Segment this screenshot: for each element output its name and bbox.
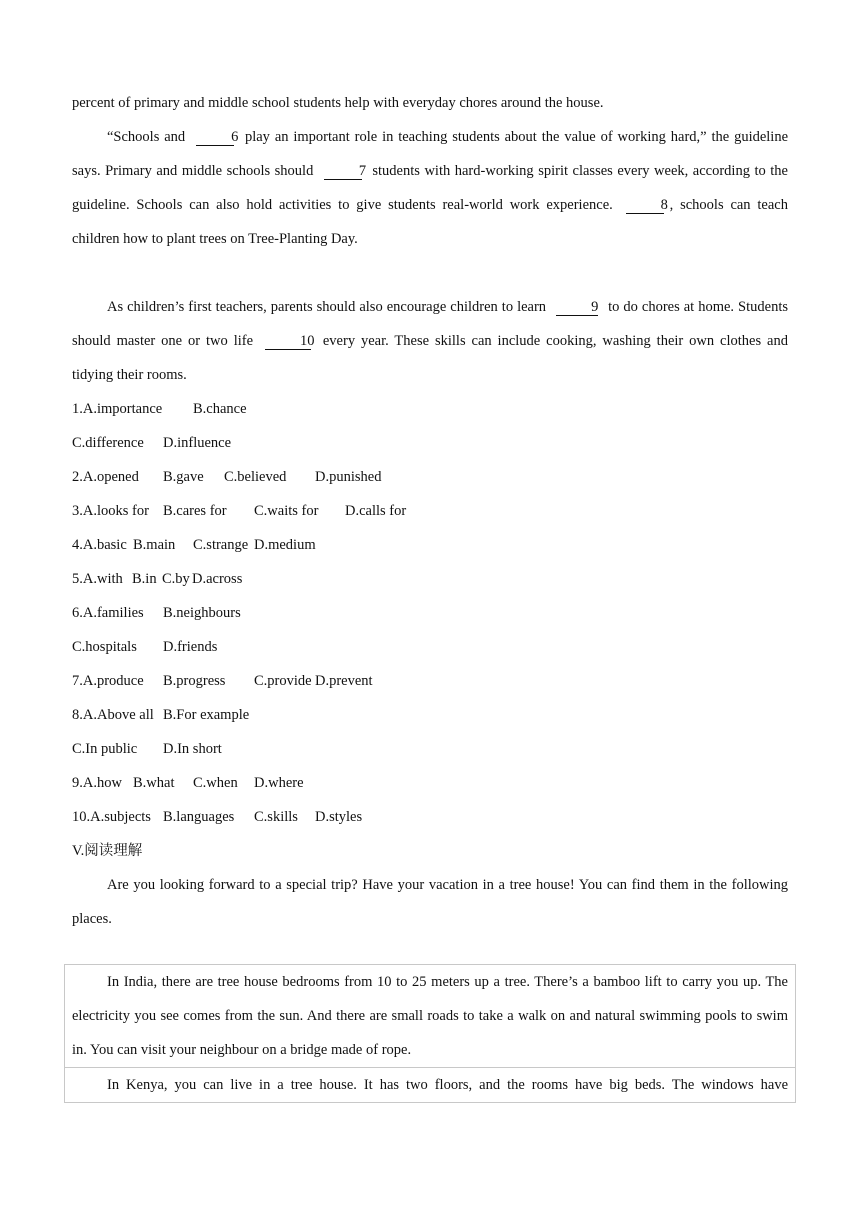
option[interactable]: C.strange (193, 537, 249, 553)
option[interactable]: B.neighbours (163, 605, 241, 621)
reading-table (64, 964, 796, 1103)
blank-9: 9 (556, 299, 598, 316)
blank-10: 10 (265, 333, 311, 350)
question-2-options (72, 460, 788, 494)
question-10-options (72, 800, 788, 834)
option[interactable]: 10.A.subjects (72, 809, 151, 825)
option[interactable]: C.when (193, 775, 238, 791)
table-cell-india (65, 965, 796, 1068)
question-3-options (72, 494, 788, 528)
question-1-options-cont (72, 426, 788, 460)
option[interactable]: C.provide (254, 673, 312, 689)
option[interactable]: B.what (133, 775, 175, 791)
option[interactable]: C.by (162, 571, 190, 587)
question-8-options (72, 698, 788, 732)
option[interactable]: B.languages (163, 809, 235, 825)
option[interactable]: 9.A.how (72, 775, 122, 791)
section-title: V.阅读理解 (72, 843, 143, 859)
document-page (72, 86, 788, 936)
option[interactable]: D.friends (163, 639, 218, 655)
option[interactable]: D.In short (163, 741, 222, 757)
option[interactable]: 7.A.produce (72, 673, 144, 689)
option[interactable]: C.waits for (254, 503, 319, 519)
question-6-options (72, 596, 788, 630)
option[interactable]: 8.A.Above all (72, 707, 154, 723)
option[interactable]: B.in (132, 571, 157, 587)
question-4-options (72, 528, 788, 562)
option[interactable]: B.gave (163, 469, 204, 485)
blank-8: 8 (626, 197, 664, 214)
option[interactable]: D.medium (254, 537, 316, 553)
option[interactable]: D.punished (315, 469, 382, 485)
question-8-options-cont (72, 732, 788, 766)
passage-paragraph: As children’s first teachers, parents should also encourage children to learn 9 to do chores at home. Students should master one or two life 10 every year. These skills can include cooking, washing their own clothes and tidying their rooms. (72, 299, 788, 383)
option[interactable]: D.across (192, 571, 243, 587)
passage-paragraph: “Schools and 6 play an important role in teaching students about the value of working hard,” the guideline says. Primary and middle schools should 7 students with hard-working spirit classes every week, according to the guideline. Schools can also hold activities to give students real-world work experience. 8 , schools can teach children how to plant trees on Tree-Planting Day. (72, 129, 789, 247)
option[interactable]: D.where (254, 775, 304, 791)
option[interactable]: 2.A.opened (72, 469, 139, 485)
option[interactable]: C.hospitals (72, 639, 137, 655)
option[interactable]: C.In public (72, 741, 138, 757)
india-text: In India, there are tree house bedrooms from 10 to 25 meters up a tree. There’s a bamboo lift to carry you up. The electricity you see comes from the sun. And there are small roads to take a walk on and natural swimming pools to swim in. You can visit your neighbour on a bridge made of rope. (72, 974, 788, 1058)
table-cell-kenya (65, 1068, 796, 1103)
question-1-options (72, 392, 788, 426)
question-9-options (72, 766, 788, 800)
option[interactable]: D.calls for (345, 503, 407, 519)
question-6-options-cont (72, 630, 788, 664)
option[interactable]: C.believed (224, 469, 287, 485)
option[interactable]: D.prevent (315, 673, 373, 689)
option[interactable]: D.influence (163, 435, 232, 451)
option[interactable]: C.difference (72, 435, 144, 451)
kenya-text: In Kenya, you can live in a tree house. It has two floors, and the rooms have big beds. The windows have (107, 1077, 788, 1093)
option[interactable]: C.skills (254, 809, 298, 825)
option[interactable]: B.For example (163, 707, 250, 723)
option[interactable]: B.main (133, 537, 176, 553)
reading-intro: Are you looking forward to a special trip? Have your vacation in a tree house! You can find them in the following places. (72, 877, 788, 927)
option[interactable]: 1.A.importance (72, 401, 163, 417)
option[interactable]: 4.A.basic (72, 537, 127, 553)
blank-6: 6 (196, 129, 234, 146)
question-5-options (72, 562, 788, 596)
passage-line: percent of primary and middle school students help with everyday chores around the house. (72, 95, 604, 111)
option[interactable]: B.cares for (163, 503, 227, 519)
option[interactable]: 3.A.looks for (72, 503, 149, 519)
question-7-options (72, 664, 788, 698)
blank-7: 7 (324, 163, 362, 180)
option[interactable]: B.progress (163, 673, 226, 689)
option[interactable]: D.styles (315, 809, 363, 825)
option[interactable]: B.chance (193, 401, 247, 417)
option[interactable]: 6.A.families (72, 605, 144, 621)
option[interactable]: 5.A.with (72, 571, 123, 587)
